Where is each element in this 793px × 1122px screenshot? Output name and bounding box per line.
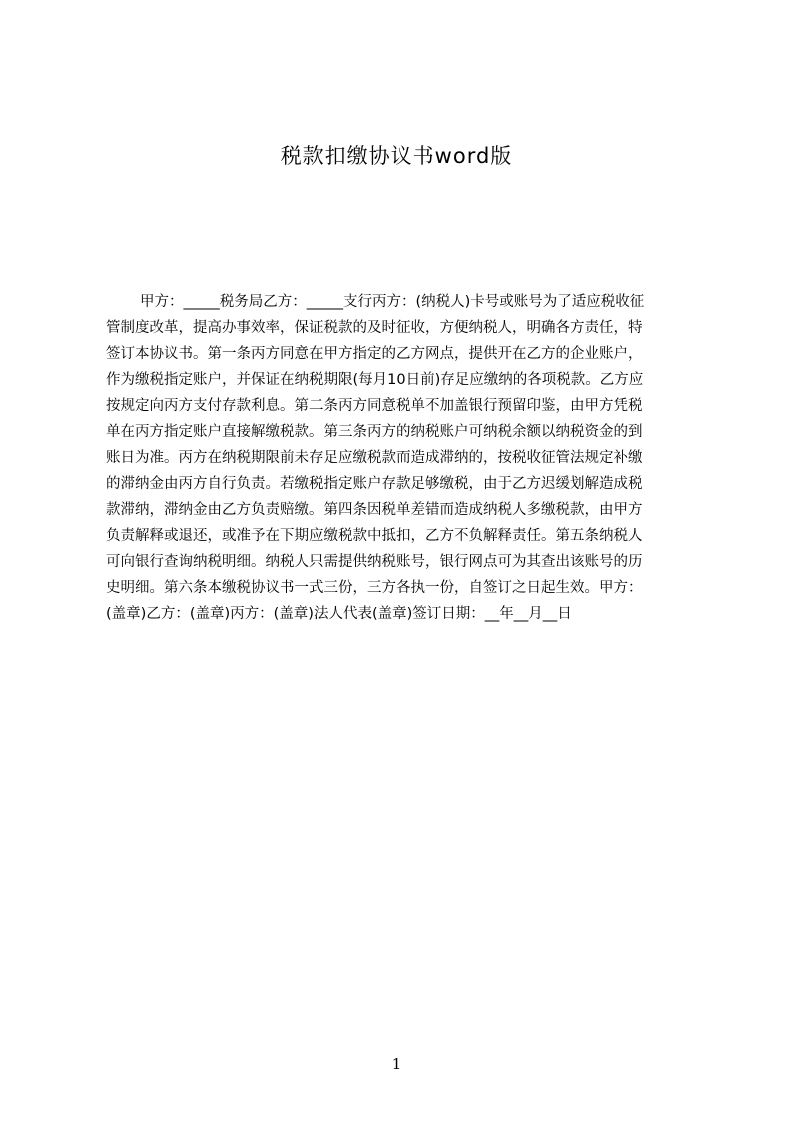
body-line: 单在丙方指定账户直接解缴税款。第三条丙方的纳税账户可纳税余额以纳税资金的到 [106, 424, 643, 440]
document-title: 税款扣缴协议书word版 [280, 144, 513, 168]
body-line: 可向银行查询纳税明细。纳税人只需提供纳税账号，银行网点可为其查出该账号的历 [106, 554, 643, 570]
body-line: 作为缴税指定账户，并保证在纳税期限(每月10日前)存足应缴纳的各项税款。乙方应 [106, 372, 644, 388]
document-body [106, 289, 696, 627]
body-line: 负责解释或退还，或准予在下期应缴税款中抵扣，乙方不负解释责任。第五条纳税人 [106, 528, 643, 544]
body-line: 按规定向丙方支付存款利息。第二条丙方同意税单不加盖银行预留印鉴，由甲方凭税 [106, 398, 643, 414]
body-line: 管制度改革，提高办事效率，保证税款的及时征收，方便纳税人，明确各方责任，特 [106, 320, 643, 336]
body-line: 史明细。第六条本缴税协议书一式三份，三方各执一份，自签订之日起生效。甲方： [106, 580, 643, 596]
page-number: 1 [391, 1055, 402, 1073]
body-line: 甲方：_____税务局乙方：_____支行丙方：(纳税人)卡号或账号为了适应税收征 [140, 294, 645, 310]
body-line: 的滞纳金由丙方自行负责。若缴税指定账户存款足够缴税，由于乙方迟缓划解造成税 [106, 476, 643, 492]
body-line: 款滞纳，滞纳金由乙方负责赔缴。第四条因税单差错而造成纳税人多缴税款，由甲方 [106, 502, 643, 518]
body-line: (盖章)乙方：(盖章)丙方：(盖章)法人代表(盖章)签订日期：__年__月__日 [106, 606, 572, 622]
body-line: 账日为准。丙方在纳税期限前未存足应缴税款而造成滞纳的，按税收征管法规定补缴 [106, 450, 643, 466]
body-line: 签订本协议书。第一条丙方同意在甲方指定的乙方网点，提供开在乙方的企业账户， [106, 346, 643, 362]
